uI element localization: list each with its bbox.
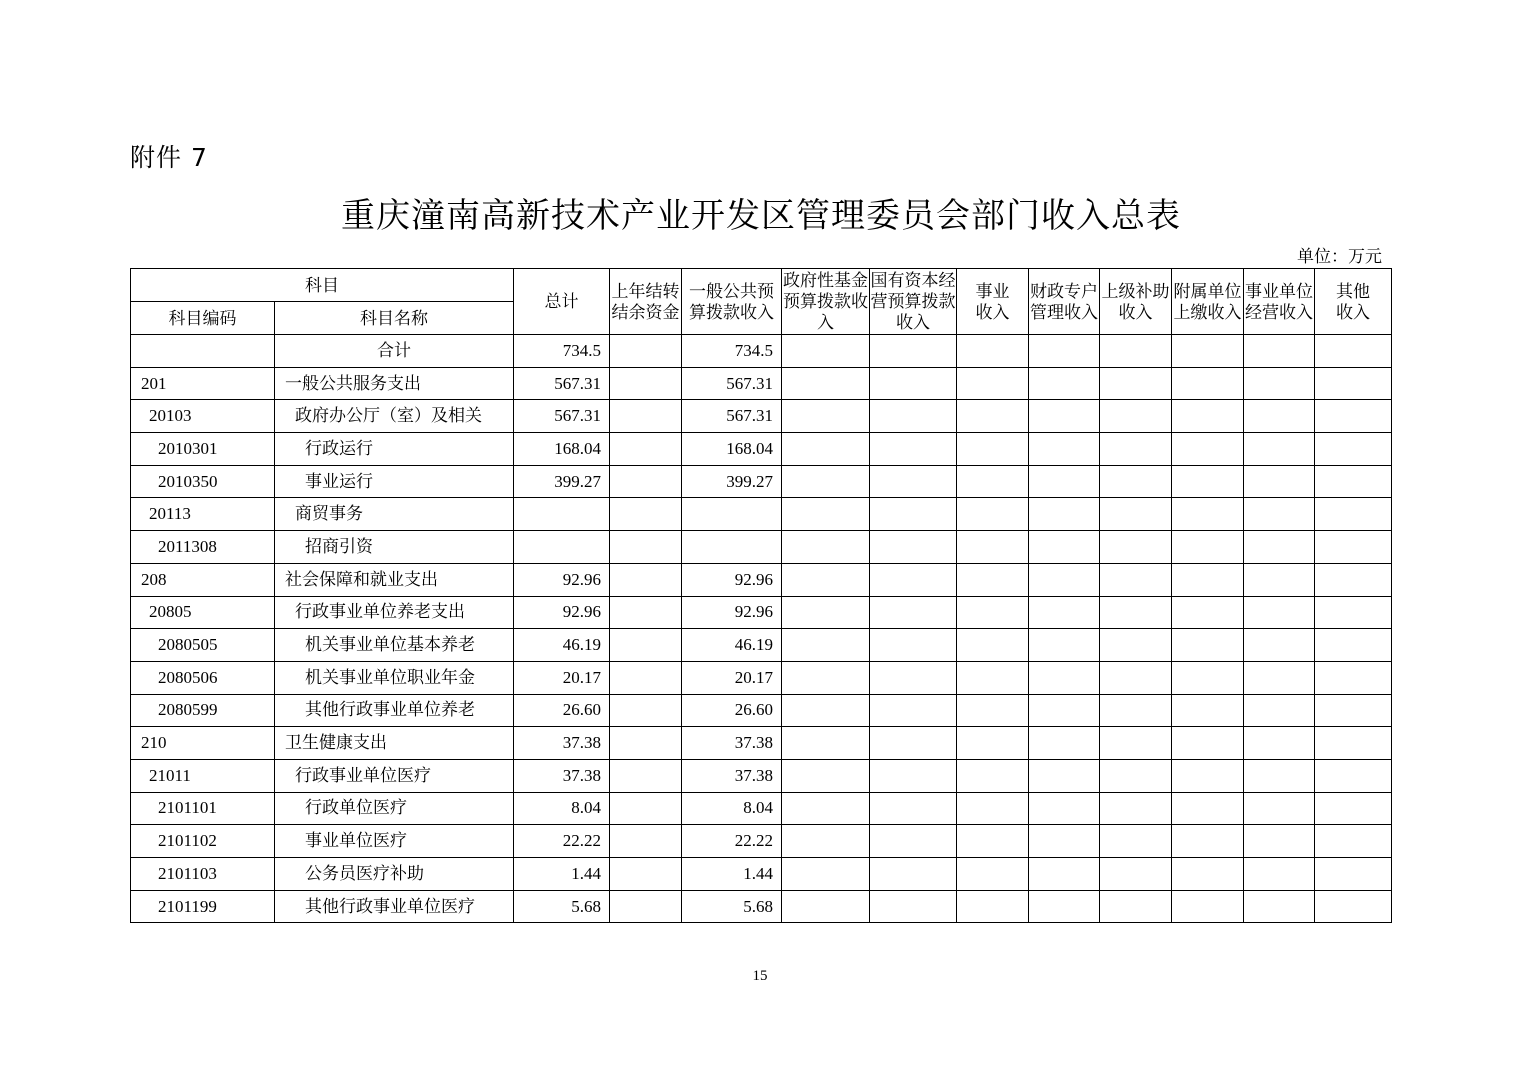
amount-cell-empty: [1315, 433, 1392, 466]
table-row: [131, 792, 1392, 825]
amount-cell-total: 92.96: [514, 596, 610, 629]
amount-cell-total: 20.17: [514, 661, 610, 694]
amount-cell-empty: [782, 759, 870, 792]
table-row: [131, 694, 1392, 727]
amount-cell-empty: [782, 596, 870, 629]
amount-cell-empty: [1172, 400, 1244, 433]
amount-cell-empty: [1315, 531, 1392, 564]
amount-cell-empty: [1315, 367, 1392, 400]
amount-cell-empty: [1172, 792, 1244, 825]
column-header: 附属单位上缴收入: [1172, 269, 1244, 335]
amount-cell-empty: [1100, 335, 1172, 368]
amount-cell-empty: [1315, 629, 1392, 662]
amount-cell-empty: [1244, 563, 1315, 596]
column-header: 政府性基金预算拨款收入: [782, 269, 870, 335]
amount-cell-total: 567.31: [514, 367, 610, 400]
amount-cell-empty: [1172, 759, 1244, 792]
amount-cell-empty: [957, 367, 1029, 400]
amount-cell-empty: [1315, 596, 1392, 629]
column-header: 事业收入: [957, 269, 1029, 335]
amount-cell-empty: [1244, 661, 1315, 694]
table-row: [131, 759, 1392, 792]
amount-cell-empty: [782, 465, 870, 498]
amount-cell-empty: [870, 792, 957, 825]
amount-cell-total: 8.04: [514, 792, 610, 825]
column-header: 一般公共预算拨款收入: [682, 269, 782, 335]
attachment-label: 附件 7: [130, 143, 208, 172]
amount-cell-empty: [1029, 400, 1100, 433]
amount-cell-empty: [957, 335, 1029, 368]
amount-cell-empty: [1172, 694, 1244, 727]
table-row: [131, 465, 1392, 498]
subject-name-cell: 事业运行: [275, 465, 514, 498]
amount-cell-empty: [1172, 498, 1244, 531]
amount-cell-empty: [1029, 727, 1100, 760]
subject-code-cell: 20805: [131, 596, 275, 629]
amount-cell-general: 734.5: [682, 335, 782, 368]
amount-cell-empty: [1100, 531, 1172, 564]
amount-cell-empty: [782, 727, 870, 760]
subject-code-cell: 2101102: [131, 825, 275, 858]
amount-cell-empty: [1315, 563, 1392, 596]
amount-cell-general: [682, 498, 782, 531]
amount-cell-empty: [957, 825, 1029, 858]
amount-cell-empty: [1172, 890, 1244, 923]
subject-name-cell: 行政事业单位养老支出: [275, 596, 514, 629]
amount-cell-general: 567.31: [682, 367, 782, 400]
amount-cell-empty: [1029, 792, 1100, 825]
subject-code-cell: 208: [131, 563, 275, 596]
subject-code-cell: 201: [131, 367, 275, 400]
amount-cell-empty: [870, 367, 957, 400]
amount-cell-empty: [782, 629, 870, 662]
amount-cell-empty: [1100, 694, 1172, 727]
amount-cell-empty: [1172, 596, 1244, 629]
subject-name-cell: 公务员医疗补助: [275, 858, 514, 891]
subject-name-cell: 行政单位医疗: [275, 792, 514, 825]
amount-cell-empty: [1100, 596, 1172, 629]
amount-cell-carry: [610, 400, 682, 433]
amount-cell-empty: [1100, 498, 1172, 531]
amount-cell-empty: [957, 531, 1029, 564]
amount-cell-general: 92.96: [682, 563, 782, 596]
amount-cell-empty: [1315, 890, 1392, 923]
amount-cell-total: 567.31: [514, 400, 610, 433]
amount-cell-empty: [782, 335, 870, 368]
amount-cell-empty: [870, 335, 957, 368]
amount-cell-empty: [870, 825, 957, 858]
amount-cell-empty: [1315, 335, 1392, 368]
amount-cell-empty: [870, 629, 957, 662]
amount-cell-empty: [1172, 433, 1244, 466]
amount-cell-empty: [957, 694, 1029, 727]
amount-cell-general: 22.22: [682, 825, 782, 858]
amount-cell-empty: [1029, 694, 1100, 727]
amount-cell-carry: [610, 433, 682, 466]
subject-name-cell: 卫生健康支出: [275, 727, 514, 760]
subject-code-cell: 210: [131, 727, 275, 760]
amount-cell-carry: [610, 727, 682, 760]
amount-cell-carry: [610, 694, 682, 727]
amount-cell-empty: [1315, 727, 1392, 760]
column-header: 国有资本经营预算拨款收入: [870, 269, 957, 335]
amount-cell-empty: [1315, 858, 1392, 891]
table-row: [131, 433, 1392, 466]
amount-cell-empty: [1315, 465, 1392, 498]
income-summary-table: [130, 268, 1392, 923]
amount-cell-empty: [870, 858, 957, 891]
table-row: [131, 400, 1392, 433]
amount-cell-empty: [1315, 825, 1392, 858]
table-row: [131, 335, 1392, 368]
subject-name-cell: 事业单位医疗: [275, 825, 514, 858]
amount-cell-carry: [610, 465, 682, 498]
amount-cell-empty: [1244, 858, 1315, 891]
amount-cell-empty: [1100, 661, 1172, 694]
amount-cell-carry: [610, 661, 682, 694]
subject-name-cell: 机关事业单位职业年金: [275, 661, 514, 694]
amount-cell-empty: [782, 498, 870, 531]
subject-code-cell: 2101101: [131, 792, 275, 825]
subject-code-cell: 20103: [131, 400, 275, 433]
amount-cell-empty: [1029, 498, 1100, 531]
amount-cell-empty: [1244, 335, 1315, 368]
amount-cell-empty: [1029, 825, 1100, 858]
amount-cell-total: 37.38: [514, 727, 610, 760]
amount-cell-empty: [1100, 400, 1172, 433]
amount-cell-carry: [610, 792, 682, 825]
amount-cell-empty: [1244, 629, 1315, 662]
amount-cell-general: 567.31: [682, 400, 782, 433]
subject-name-cell: 其他行政事业单位医疗: [275, 890, 514, 923]
amount-cell-empty: [782, 792, 870, 825]
subject-code-cell: 2080506: [131, 661, 275, 694]
amount-cell-general: 26.60: [682, 694, 782, 727]
amount-cell-total: [514, 498, 610, 531]
subject-group-header: 科目: [131, 269, 514, 302]
table-row: [131, 727, 1392, 760]
amount-cell-empty: [1244, 890, 1315, 923]
amount-cell-empty: [1029, 629, 1100, 662]
amount-cell-empty: [1172, 465, 1244, 498]
amount-cell-empty: [782, 858, 870, 891]
table-row: [131, 596, 1392, 629]
amount-cell-empty: [1315, 498, 1392, 531]
table-row: [131, 825, 1392, 858]
amount-cell-empty: [1100, 890, 1172, 923]
amount-cell-empty: [870, 890, 957, 923]
amount-cell-empty: [1029, 661, 1100, 694]
amount-cell-empty: [782, 694, 870, 727]
table-row: [131, 661, 1392, 694]
amount-cell-carry: [610, 498, 682, 531]
amount-cell-general: 92.96: [682, 596, 782, 629]
column-header: 上年结转结余资金: [610, 269, 682, 335]
amount-cell-empty: [1172, 335, 1244, 368]
amount-cell-empty: [1029, 465, 1100, 498]
amount-cell-empty: [1172, 563, 1244, 596]
subject-code-cell: 2011308: [131, 531, 275, 564]
amount-cell-empty: [1029, 335, 1100, 368]
amount-cell-empty: [870, 694, 957, 727]
column-header: 事业单位经营收入: [1244, 269, 1315, 335]
amount-cell-total: 1.44: [514, 858, 610, 891]
amount-cell-general: 20.17: [682, 661, 782, 694]
amount-cell-general: 5.68: [682, 890, 782, 923]
subject-code-cell: 2010301: [131, 433, 275, 466]
subject-name-cell: 招商引资: [275, 531, 514, 564]
amount-cell-empty: [1100, 563, 1172, 596]
amount-cell-empty: [782, 367, 870, 400]
amount-cell-empty: [1244, 465, 1315, 498]
amount-cell-general: 46.19: [682, 629, 782, 662]
amount-cell-empty: [870, 433, 957, 466]
amount-cell-total: 5.68: [514, 890, 610, 923]
amount-cell-empty: [957, 596, 1029, 629]
amount-cell-empty: [1315, 400, 1392, 433]
amount-cell-empty: [1100, 858, 1172, 891]
amount-cell-empty: [1244, 400, 1315, 433]
amount-cell-empty: [782, 400, 870, 433]
subject-name-cell: 其他行政事业单位养老: [275, 694, 514, 727]
amount-cell-empty: [1100, 465, 1172, 498]
amount-cell-empty: [1172, 531, 1244, 564]
amount-cell-total: 92.96: [514, 563, 610, 596]
amount-cell-empty: [870, 498, 957, 531]
amount-cell-empty: [1029, 759, 1100, 792]
subject-name-cell: 社会保障和就业支出: [275, 563, 514, 596]
amount-cell-empty: [957, 629, 1029, 662]
subject-code-cell: 2010350: [131, 465, 275, 498]
amount-cell-empty: [870, 400, 957, 433]
amount-cell-general: 37.38: [682, 727, 782, 760]
amount-cell-empty: [1244, 759, 1315, 792]
amount-cell-empty: [1100, 825, 1172, 858]
amount-cell-empty: [957, 759, 1029, 792]
table-row: [131, 629, 1392, 662]
amount-cell-empty: [1244, 531, 1315, 564]
amount-cell-empty: [1244, 498, 1315, 531]
amount-cell-carry: [610, 759, 682, 792]
amount-cell-total: 46.19: [514, 629, 610, 662]
subject-name-cell: 行政运行: [275, 433, 514, 466]
amount-cell-empty: [957, 890, 1029, 923]
amount-cell-empty: [1100, 759, 1172, 792]
subject-name-cell: 行政事业单位医疗: [275, 759, 514, 792]
amount-cell-empty: [957, 400, 1029, 433]
amount-cell-empty: [782, 890, 870, 923]
subject-code-cell: 2080599: [131, 694, 275, 727]
amount-cell-empty: [1100, 367, 1172, 400]
amount-cell-carry: [610, 825, 682, 858]
amount-cell-empty: [870, 661, 957, 694]
amount-cell-carry: [610, 367, 682, 400]
column-header: 其他收入: [1315, 269, 1392, 335]
name-header: 科目名称: [275, 302, 514, 335]
amount-cell-empty: [1315, 694, 1392, 727]
subject-code-cell: 2101199: [131, 890, 275, 923]
amount-cell-general: [682, 531, 782, 564]
amount-cell-carry: [610, 890, 682, 923]
subject-code-cell: [131, 335, 275, 368]
amount-cell-carry: [610, 531, 682, 564]
column-header: 财政专户管理收入: [1029, 269, 1100, 335]
amount-cell-total: 734.5: [514, 335, 610, 368]
amount-cell-empty: [782, 825, 870, 858]
amount-cell-empty: [782, 433, 870, 466]
amount-cell-empty: [957, 498, 1029, 531]
amount-cell-total: 26.60: [514, 694, 610, 727]
amount-cell-empty: [1029, 858, 1100, 891]
table-row: [131, 531, 1392, 564]
amount-cell-carry: [610, 858, 682, 891]
amount-cell-empty: [870, 596, 957, 629]
table-row: [131, 858, 1392, 891]
amount-cell-empty: [1172, 825, 1244, 858]
amount-cell-empty: [1315, 661, 1392, 694]
amount-cell-empty: [1244, 825, 1315, 858]
amount-cell-empty: [1172, 367, 1244, 400]
amount-cell-general: 1.44: [682, 858, 782, 891]
amount-cell-empty: [957, 563, 1029, 596]
amount-cell-empty: [1244, 367, 1315, 400]
amount-cell-empty: [957, 433, 1029, 466]
amount-cell-carry: [610, 563, 682, 596]
amount-cell-empty: [870, 531, 957, 564]
subject-name-cell: 一般公共服务支出: [275, 367, 514, 400]
amount-cell-empty: [1100, 792, 1172, 825]
amount-cell-carry: [610, 629, 682, 662]
amount-cell-empty: [1100, 433, 1172, 466]
subject-name-cell: 政府办公厅（室）及相关: [275, 400, 514, 433]
amount-cell-empty: [1315, 759, 1392, 792]
subject-code-cell: 21011: [131, 759, 275, 792]
amount-cell-empty: [1029, 433, 1100, 466]
subject-code-cell: 2080505: [131, 629, 275, 662]
amount-cell-general: 37.38: [682, 759, 782, 792]
subject-code-cell: 20113: [131, 498, 275, 531]
amount-cell-total: 37.38: [514, 759, 610, 792]
amount-cell-general: 399.27: [682, 465, 782, 498]
amount-cell-empty: [1315, 792, 1392, 825]
amount-cell-empty: [1244, 694, 1315, 727]
amount-cell-empty: [782, 531, 870, 564]
amount-cell-empty: [1172, 661, 1244, 694]
amount-cell-empty: [1029, 367, 1100, 400]
subject-code-cell: 2101103: [131, 858, 275, 891]
subject-name-cell: 合计: [275, 335, 514, 368]
amount-cell-empty: [1029, 563, 1100, 596]
column-header: 总计: [514, 269, 610, 335]
amount-cell-empty: [1029, 531, 1100, 564]
table-row: [131, 890, 1392, 923]
amount-cell-empty: [1029, 596, 1100, 629]
amount-cell-empty: [1029, 890, 1100, 923]
amount-cell-carry: [610, 596, 682, 629]
amount-cell-empty: [782, 661, 870, 694]
table-header: [131, 269, 1392, 335]
amount-cell-empty: [870, 563, 957, 596]
amount-cell-empty: [870, 759, 957, 792]
amount-cell-empty: [957, 465, 1029, 498]
amount-cell-empty: [957, 727, 1029, 760]
amount-cell-total: 22.22: [514, 825, 610, 858]
amount-cell-carry: [610, 335, 682, 368]
amount-cell-empty: [957, 858, 1029, 891]
table-row: [131, 563, 1392, 596]
unit-label: 单位：万元: [1297, 247, 1382, 266]
amount-cell-general: 8.04: [682, 792, 782, 825]
amount-cell-empty: [1100, 629, 1172, 662]
table-row: [131, 498, 1392, 531]
table-body: [131, 335, 1392, 923]
amount-cell-empty: [782, 563, 870, 596]
page-number: 15: [752, 968, 768, 984]
amount-cell-empty: [1244, 792, 1315, 825]
amount-cell-empty: [957, 792, 1029, 825]
amount-cell-total: 399.27: [514, 465, 610, 498]
amount-cell-empty: [1100, 727, 1172, 760]
amount-cell-empty: [870, 465, 957, 498]
column-header: 上级补助收入: [1100, 269, 1172, 335]
amount-cell-total: [514, 531, 610, 564]
page-title: 重庆潼南高新技术产业开发区管理委员会部门收入总表: [341, 196, 1181, 236]
amount-cell-empty: [1244, 433, 1315, 466]
subject-name-cell: 商贸事务: [275, 498, 514, 531]
amount-cell-total: 168.04: [514, 433, 610, 466]
amount-cell-empty: [1172, 727, 1244, 760]
amount-cell-empty: [1244, 727, 1315, 760]
amount-cell-empty: [870, 727, 957, 760]
amount-cell-empty: [1244, 596, 1315, 629]
amount-cell-empty: [1172, 629, 1244, 662]
table-row: [131, 367, 1392, 400]
subject-name-cell: 机关事业单位基本养老: [275, 629, 514, 662]
amount-cell-empty: [1172, 858, 1244, 891]
amount-cell-empty: [957, 661, 1029, 694]
amount-cell-general: 168.04: [682, 433, 782, 466]
code-header: 科目编码: [131, 302, 275, 335]
